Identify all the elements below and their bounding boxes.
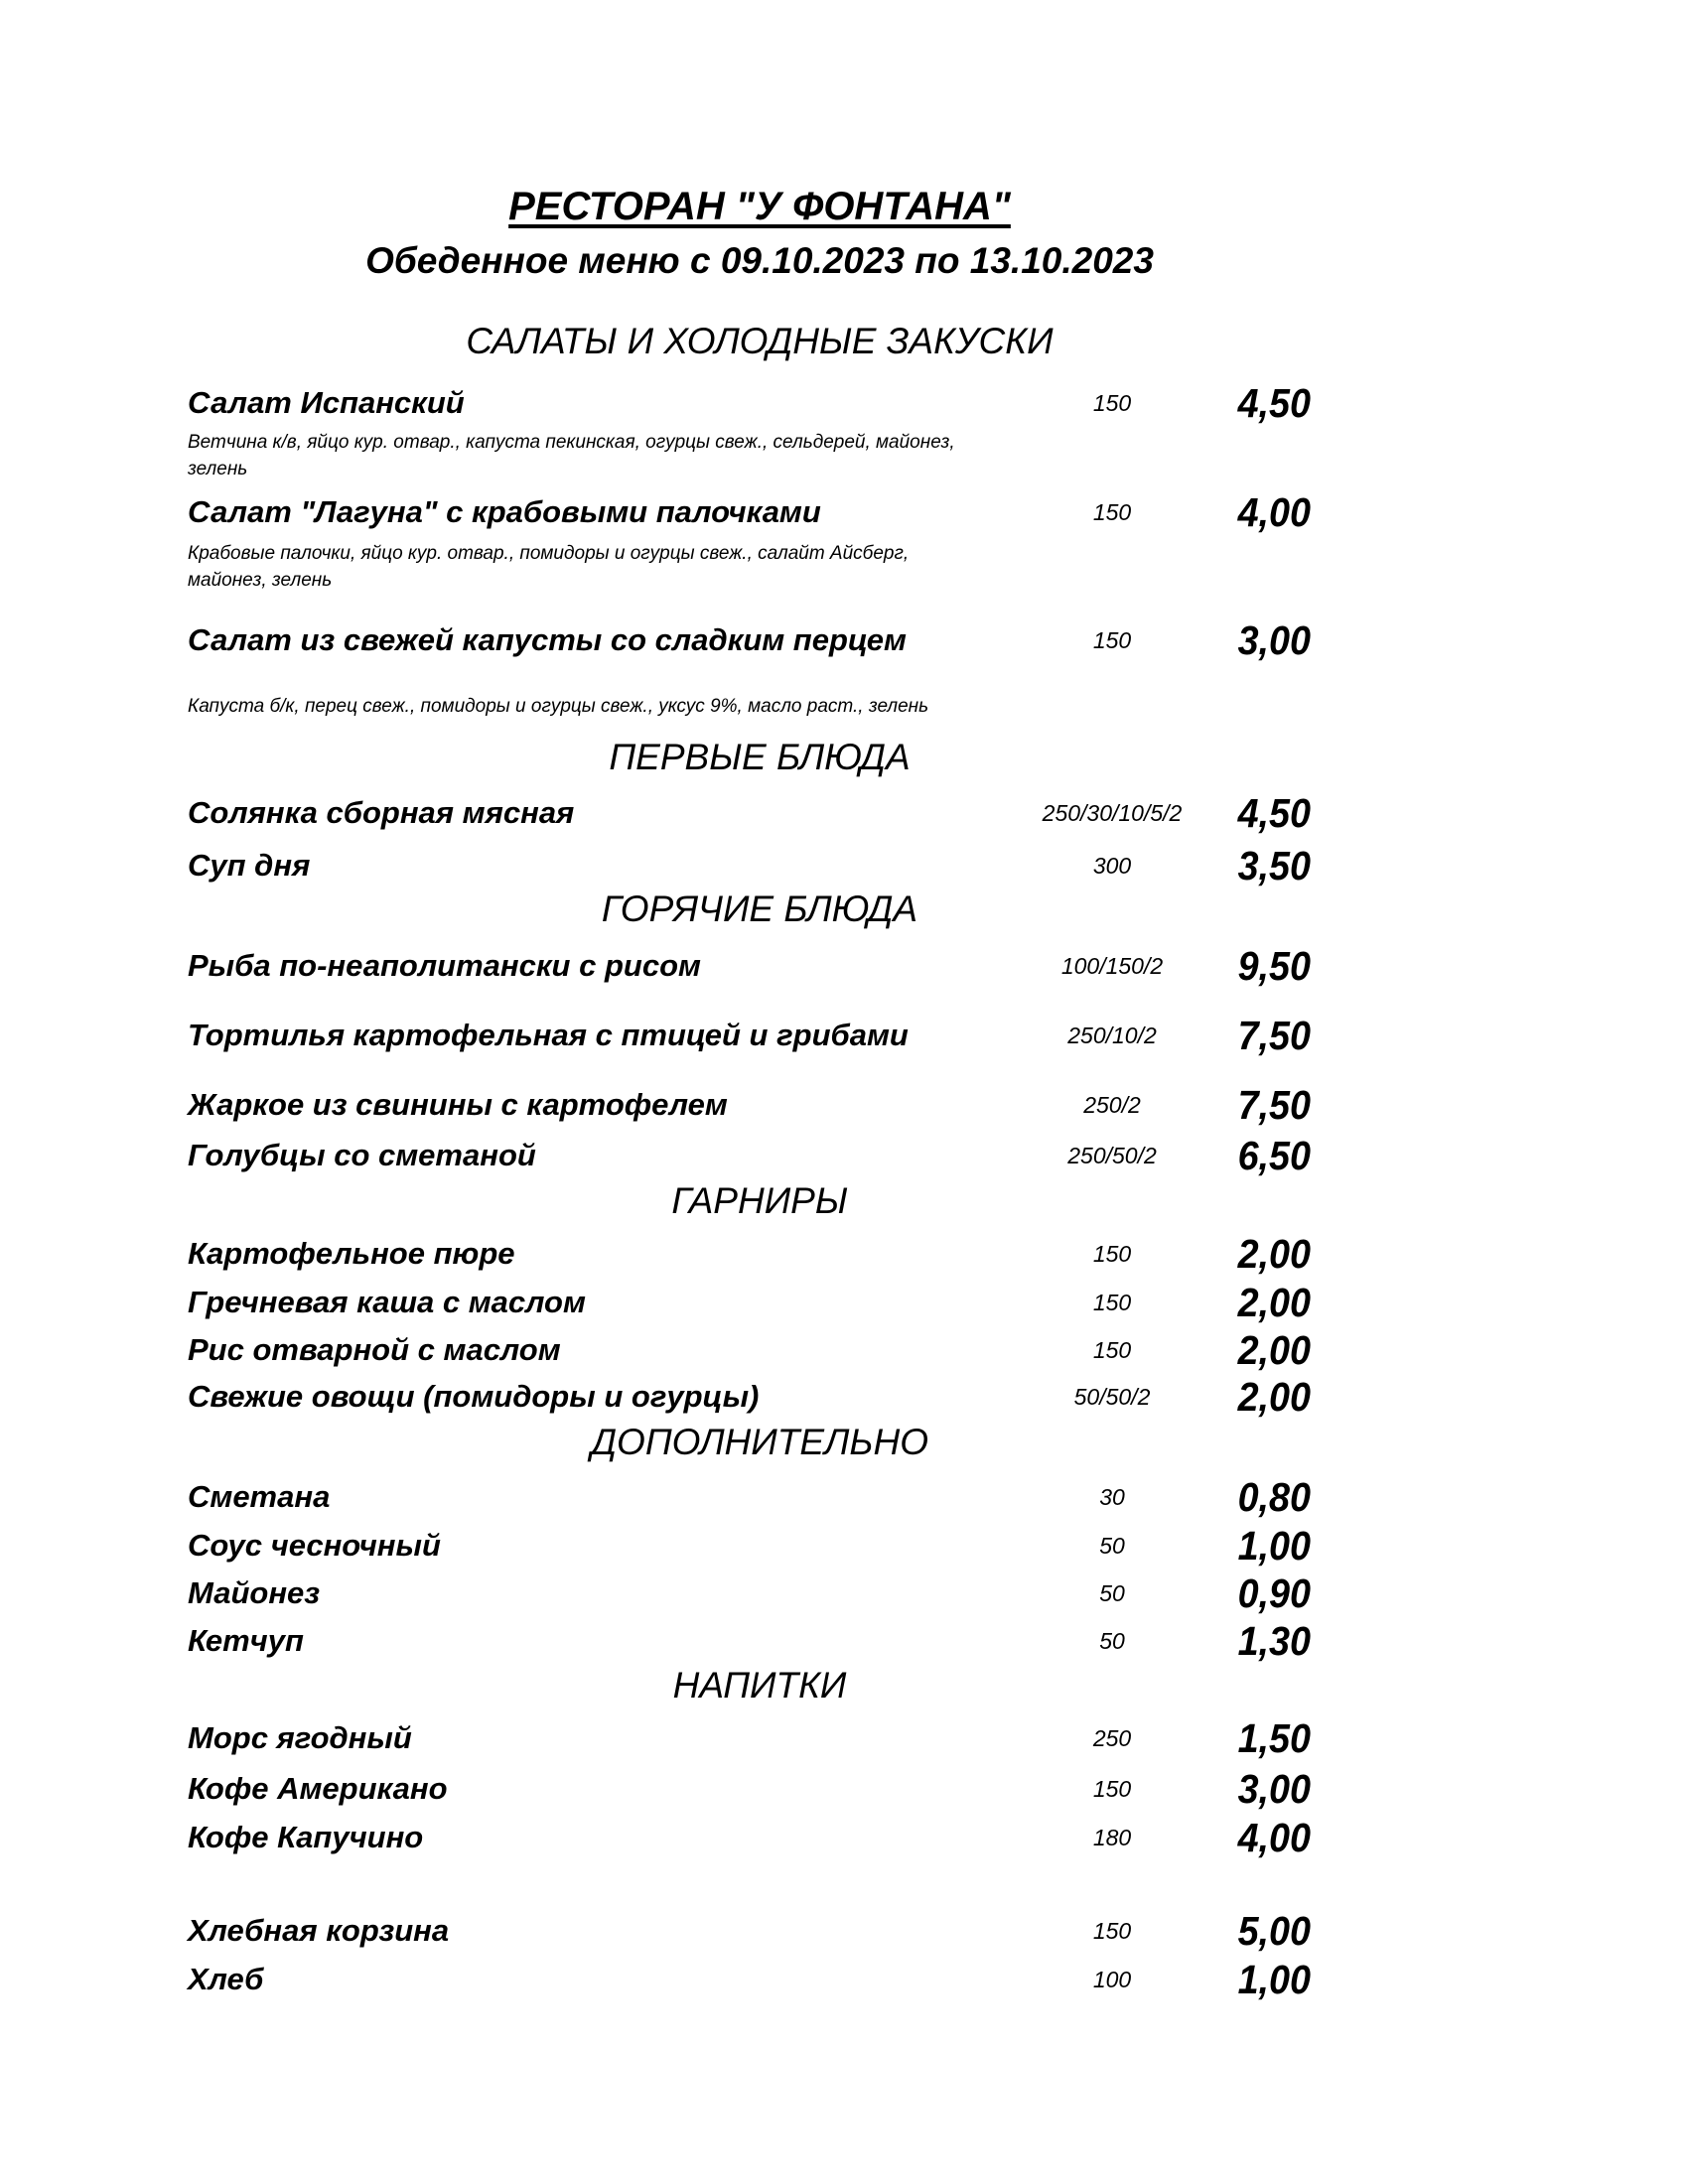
item-weight: 250 [1092, 1725, 1132, 1751]
item-name: Рис отварной с маслом [188, 1332, 561, 1367]
section-title-extras: ДОПОЛНИТЕЛЬНО [591, 1422, 928, 1462]
item-price: 0,90 [1237, 1570, 1311, 1616]
menu-item [0, 1280, 1688, 1325]
item-price: 1,50 [1237, 1715, 1311, 1761]
item-name: Кофе Американо [188, 1771, 448, 1806]
item-description [188, 693, 1061, 720]
item-description-line: Ветчина к/в, яйцо кур. отвар., капуста пекинская, огурцы свеж., сельдерей, майонез, [188, 432, 955, 453]
item-description [188, 540, 1061, 594]
item-price: 2,00 [1237, 1327, 1311, 1373]
menu-item [0, 489, 1688, 535]
item-weight: 180 [1092, 1825, 1132, 1850]
item-name: Майонез [188, 1575, 321, 1610]
item-name: Салат "Лагуна" с крабовыми палочками [188, 494, 821, 529]
menu-item [0, 1957, 1688, 2002]
item-description-line: зелень [188, 459, 248, 479]
item-weight: 150 [1092, 1337, 1132, 1363]
menu-item [0, 1523, 1688, 1569]
item-name: Салат Испанский [188, 385, 465, 420]
menu-item [0, 1766, 1688, 1812]
section-title-side-dishes: ГАРНИРЫ [671, 1180, 848, 1221]
item-weight: 30 [1099, 1484, 1125, 1510]
item-weight: 150 [1092, 1776, 1132, 1802]
item-name: Морс ягодный [188, 1720, 412, 1755]
item-weight: 50 [1099, 1533, 1125, 1559]
item-name: Хлеб [188, 1962, 264, 1996]
menu-item [0, 1231, 1688, 1277]
section-title-first-courses: ПЕРВЫЕ БЛЮДА [609, 737, 911, 777]
item-price: 7,50 [1237, 1013, 1311, 1058]
item-description [188, 429, 1061, 482]
menu-item [0, 1715, 1688, 1761]
item-name: Сметана [188, 1479, 331, 1514]
item-weight: 100 [1092, 1967, 1132, 1992]
item-price: 5,00 [1237, 1908, 1311, 1954]
section-title-drinks: НАПИТКИ [672, 1665, 847, 1706]
item-name: Рыба по-неаполитански с рисом [188, 948, 701, 983]
menu-item [0, 1133, 1688, 1178]
menu-item [0, 1374, 1688, 1420]
item-name: Свежие овощи (помидоры и огурцы) [188, 1379, 760, 1414]
item-price: 6,50 [1237, 1133, 1311, 1178]
item-price: 2,00 [1237, 1280, 1311, 1325]
item-weight: 150 [1092, 499, 1132, 525]
item-name: Гречневая каша с маслом [188, 1285, 586, 1319]
item-price: 1,00 [1237, 1523, 1311, 1569]
menu-item [0, 1082, 1688, 1128]
item-price: 0,80 [1237, 1474, 1311, 1520]
menu-item [0, 843, 1688, 888]
menu-item [0, 1908, 1688, 1954]
item-weight: 150 [1092, 627, 1132, 653]
item-name: Голубцы со сметаной [188, 1138, 536, 1172]
item-name: Соус чесночный [188, 1528, 441, 1563]
item-price: 3,00 [1237, 617, 1311, 663]
item-name: Картофельное пюре [188, 1236, 515, 1271]
item-description-line: Крабовые палочки, яйцо кур. отвар., помидоры и огурцы свеж., салайт Айсберг, [188, 543, 910, 564]
item-price: 4,50 [1237, 790, 1311, 836]
item-name: Салат из свежей капусты со сладким перцем [188, 622, 907, 657]
menu-item [0, 1815, 1688, 1860]
item-weight: 300 [1092, 853, 1132, 879]
item-price: 7,50 [1237, 1082, 1311, 1128]
menu-item [0, 617, 1688, 663]
menu-subtitle: Обеденное меню с 09.10.2023 по 13.10.2023 [365, 240, 1154, 281]
item-name: Кофе Капучино [188, 1820, 424, 1854]
menu-item [0, 943, 1688, 989]
item-price: 4,50 [1237, 380, 1311, 426]
item-price: 4,00 [1237, 489, 1311, 535]
menu-item [0, 1327, 1688, 1373]
item-price: 1,00 [1237, 1957, 1311, 2002]
menu-item [0, 1570, 1688, 1616]
item-description-line: майонез, зелень [188, 570, 333, 591]
menu-item [0, 380, 1688, 426]
menu-item [0, 1013, 1688, 1058]
item-description-line: Капуста б/к, перец свеж., помидоры и огурцы свеж., уксус 9%, масло раст., зелень [188, 696, 929, 717]
restaurant-title: РЕСТОРАН "У ФОНТАНА" [508, 185, 1011, 228]
item-weight: 150 [1092, 1241, 1132, 1267]
item-name: Жаркое из свинины с картофелем [188, 1087, 728, 1122]
item-price: 1,30 [1237, 1618, 1311, 1664]
menu-item [0, 1474, 1688, 1520]
item-name: Кетчуп [188, 1623, 304, 1658]
item-price: 2,00 [1237, 1374, 1311, 1420]
item-weight: 150 [1092, 1918, 1132, 1944]
item-name: Тортилья картофельная с птицей и грибами [188, 1018, 909, 1052]
item-weight: 50 [1099, 1628, 1125, 1654]
item-weight: 150 [1092, 390, 1132, 416]
item-weight: 250/30/10/5/2 [1042, 800, 1183, 826]
item-price: 4,00 [1237, 1815, 1311, 1860]
section-title-hot-dishes: ГОРЯЧИЕ БЛЮДА [601, 888, 918, 929]
item-weight: 50 [1099, 1580, 1125, 1606]
item-weight: 250/10/2 [1067, 1023, 1157, 1048]
item-price: 3,50 [1237, 843, 1311, 888]
item-weight: 50/50/2 [1073, 1384, 1151, 1410]
item-weight: 100/150/2 [1060, 953, 1164, 979]
item-weight: 250/2 [1083, 1092, 1141, 1118]
item-price: 3,00 [1237, 1766, 1311, 1812]
item-name: Суп дня [188, 848, 311, 883]
item-weight: 250/50/2 [1067, 1143, 1157, 1168]
item-name: Солянка сборная мясная [188, 795, 575, 830]
menu-item [0, 790, 1688, 836]
item-name: Хлебная корзина [188, 1913, 450, 1948]
item-price: 2,00 [1237, 1231, 1311, 1277]
item-weight: 150 [1092, 1290, 1132, 1315]
section-title-salads: САЛАТЫ И ХОЛОДНЫЕ ЗАКУСКИ [466, 321, 1054, 361]
item-price: 9,50 [1237, 943, 1311, 989]
menu-item [0, 1618, 1688, 1664]
